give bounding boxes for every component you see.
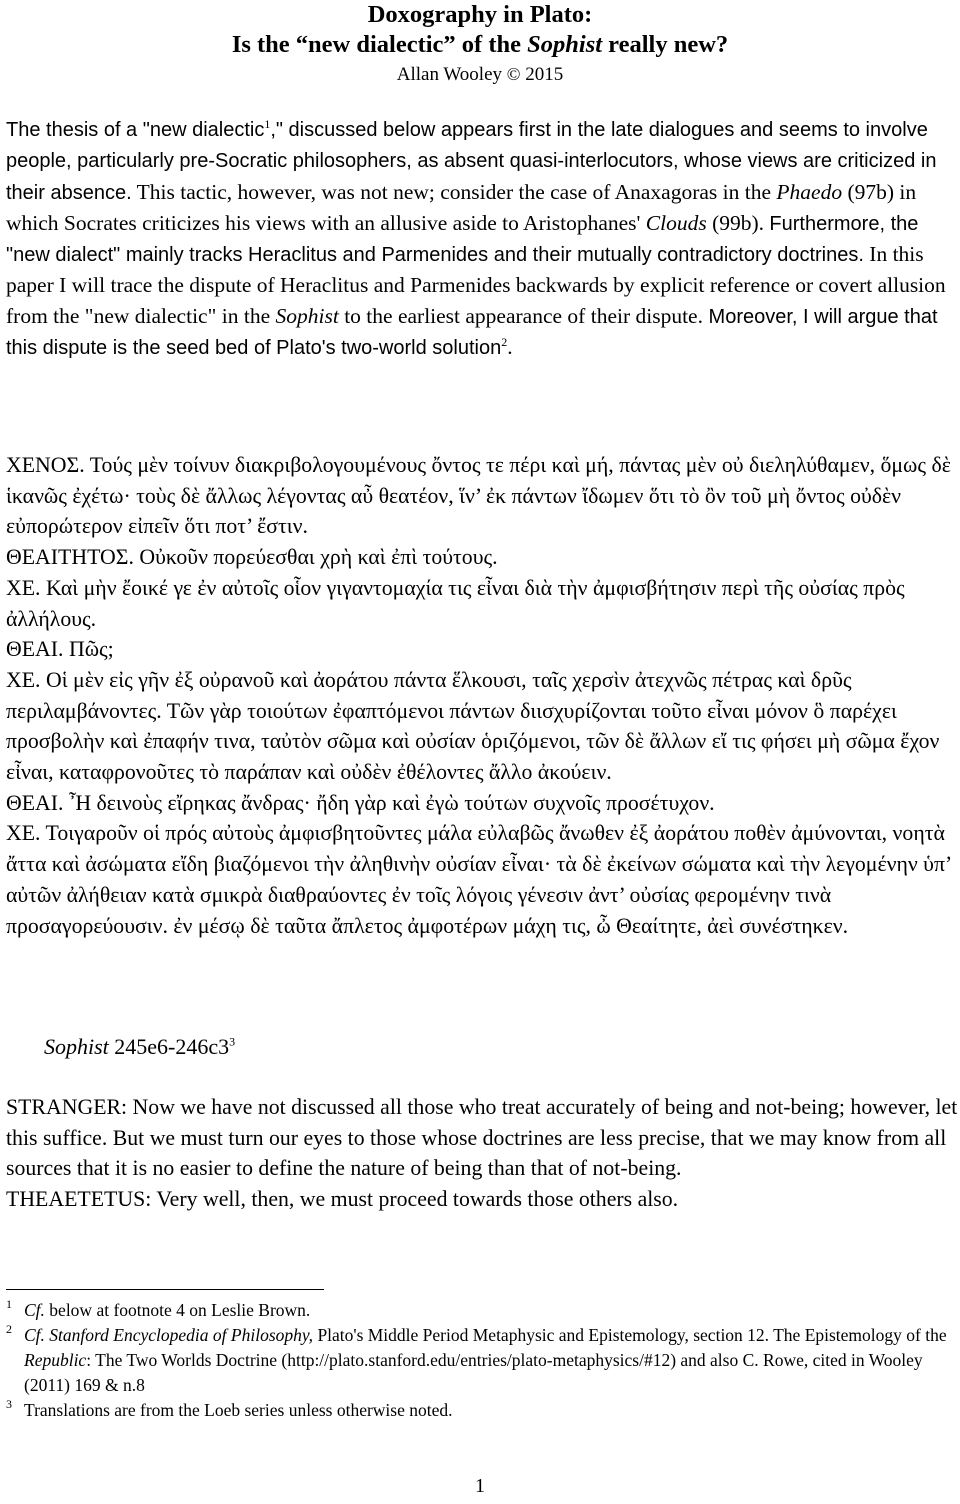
title-line-2 <box>6 30 954 60</box>
greek-speech: ΧΕ. Τοιγαροῦν οἱ πρός αὐτοὺς ἀμφισβητοῦντες μάλα εὐλαβῶς ἄνωθεν ἐξ ἀοράτου ποθὲν ἀμύνονται, νοητὰ ἄττα καὶ ἀσώματα εἴδη βιαζόμενοι τὴν ἀληθινὴν οὐσίαν εἶναι· τὰ δὲ ἐκείνων σώματα καὶ τὴν λεγομένην ὑπ’ αὐτῶν ἀλήθειαν κατὰ σμικρὰ διαθραύοντες ἐν τοῖς λόγοις γένεσιν ἀντ’ οὐσίας φερομένην τινὰ προσαγορεύουσιν. ἐν μέσῳ δὲ ταῦτα ἄπλετος ἀμφοτέρων μάχη τις, ὦ Θεαίτητε, ἀεὶ συνέστηκεν. <box>6 821 951 938</box>
intro-paragraph <box>6 114 954 363</box>
sophist-italic: Sophist <box>275 303 339 328</box>
citation-ref: 245e6-246c3 <box>108 1034 230 1059</box>
footnote-2-cf: Cf. <box>24 1325 45 1345</box>
footnote-ref-1[interactable]: 1 <box>264 116 271 131</box>
footnote-2-encyclopedia: Stanford Encyclopedia of Philosophy, <box>44 1325 314 1345</box>
intro-serif-c: (99b). <box>706 210 770 235</box>
intro-serif-a: This tactic, however, was not new; consider the case of Anaxagoras in the <box>131 179 777 204</box>
greek-speech: ΘΕΑΙΤΗΤΟΣ. Οὐκοῦν πορεύεσθαι χρὴ καὶ ἐπὶ τούτους. <box>6 545 498 570</box>
intro-serif-e: to the earliest appearance of their dispute. <box>338 303 703 328</box>
footnote-1-number: 1 <box>6 1297 12 1311</box>
translation-speech: THEAETETUS: Very well, then, we must proceed towards those others also. <box>6 1186 679 1211</box>
page-number: 1 <box>475 1475 485 1497</box>
paper-title <box>6 0 954 60</box>
footnote-1-cf: Cf. <box>24 1300 45 1320</box>
greek-speech: ΘΕΑΙ. Ἦ δεινοὺς εἴρηκας ἄνδρας· ἤδη γὰρ καὶ ἐγὼ τούτων συχνοῖς προσέτυχον. <box>6 790 715 815</box>
footnote-3 <box>6 1398 954 1423</box>
greek-passage <box>6 450 954 941</box>
clouds-italic: Clouds <box>645 210 707 235</box>
footnote-1 <box>6 1298 954 1323</box>
author-year: 2015 <box>525 64 564 85</box>
footnote-ref-2[interactable]: 2 <box>501 334 508 349</box>
intro-serif-d: In this paper I will trace the dispute of Heraclitus and Parmenides backwards by explicit reference or covert allusion from the "new dialectic" in the <box>6 242 946 328</box>
document-page <box>6 0 958 1420</box>
author-line <box>6 62 954 87</box>
footnote-divider <box>6 1289 324 1290</box>
intro-text <box>6 114 954 363</box>
footnote-2 <box>6 1323 954 1398</box>
intro-sans-d: Moreover, I will argue that this dispute is the seed bed of Plato's two-world solution <box>6 305 938 360</box>
author-name: Allan Wooley <box>396 64 503 85</box>
greek-speech: ΧΕΝΟΣ. Τούς μὲν τοίνυν διακριβολογουμένους ὄντος τε πέρι καὶ μή, πάντας μὲν οὐ διεληλύθαμεν, ὅμως δὲ ἱκανῶς ἐχέτω· τοὺς δὲ ἄλλως λέγοντας αὖ θεατέον, ἵν’ ἐκ πάντων ἴδωμεν ὅτι τὸ ὂν τοῦ μὴ ὄντος οὐδὲν εὐπορώτερον εἰπεῖν ὅτι ποτ’ ἔστιν. <box>6 453 951 539</box>
title-sophist-italic: Sophist <box>527 31 603 58</box>
footnotes <box>6 1298 954 1423</box>
greek-speech: ΧΕ. Οἱ μὲν εἰς γῆν ἐξ οὐρανοῦ καὶ ἀοράτου πάντα ἕλκουσι, ταῖς χερσὶν ἀτεχνῶς πέτρας καὶ δρῦς περιλαμβάνοντες. Τῶν γὰρ τοιούτων ἐφαπτόμενοι πάντων διισχυρίζονται τοῦτο εἶναι μόνον ὃ παρέχει προσβολὴν καὶ ἐπαφήν τινα, ταὐτὸν σῶμα καὶ οὐσίαν ὁριζόμενοι, τῶν δὲ ἄλλων εἴ τις φήσει μὴ σῶμα ἔχον εἶναι, καταφρονοῦτες τὸ παράπαν καὶ οὐδὲν ἐθέλοντες ἄλλο ἀκούειν. <box>6 667 940 785</box>
english-translation <box>6 1092 960 1214</box>
title-line-2-start: Is the “new dialectic” of the <box>231 31 528 58</box>
footnote-2-republic: Republic <box>24 1350 87 1370</box>
source-citation <box>44 1032 235 1062</box>
intro-serif-f: . <box>507 335 513 360</box>
footnote-2-text-b: : The Two Worlds Doctrine (http://plato.stanford.edu/entries/plato-metaphysics/#12) and also C. Rowe, cited in Wooley (2011) 169 & n.8 <box>24 1350 923 1395</box>
greek-speech: ΘΕΑΙ. Πῶς; <box>6 637 114 662</box>
intro-sans-b: ," discussed below appears first in the late dialogues and seems to involve people, particularly pre-Socratic philosophers, as absent quasi-interlocutors, whose views are criticized in their absence. <box>6 119 937 204</box>
intro-sans-c: Furthermore, the "new dialect" mainly tracks Heraclitus and Parmenides and their mutually contradictory doctrines. <box>6 212 919 267</box>
copyright-symbol: © <box>506 64 521 84</box>
footnote-2-text-a: Plato's Middle Period Metaphysic and Epistemology, section 12. The Epistemology of the <box>313 1325 947 1345</box>
title-line-2-end: really new? <box>602 31 729 58</box>
footnote-3-text: Translations are from the Loeb series unless otherwise noted. <box>24 1400 453 1420</box>
translation-speech: STRANGER: Now we have not discussed all those who treat accurately of being and not-being; however, let this suffice. But we must turn our eyes to those whose doctrines are less precise, that we may know from all sources that it is no easier to define the nature of being than that of not-being. <box>6 1095 958 1180</box>
footnote-2-number: 2 <box>6 1322 12 1336</box>
title-line-1: Doxography in Plato: <box>367 1 593 28</box>
footnote-ref-3[interactable]: 3 <box>229 1034 236 1049</box>
greek-speech: ΧΕ. Καὶ μὴν ἔοικέ γε ἐν αὐτοῖς οἷον γιγαντομαχία τις εἶναι διὰ τὴν ἀμφισβήτησιν περὶ τῆς οὐσίας πρὸς ἀλλήλους. <box>6 575 905 631</box>
phaedo-italic: Phaedo <box>776 179 843 204</box>
citation-work: Sophist <box>44 1034 109 1059</box>
intro-sans-a: The thesis of a "new dialectic <box>6 119 265 141</box>
footnote-3-number: 3 <box>6 1397 12 1411</box>
footnote-1-text: below at footnote 4 on Leslie Brown. <box>44 1300 311 1320</box>
intro-serif-b: (97b) in which Socrates criticizes his views with an allusive aside to Aristophanes' <box>6 179 917 235</box>
